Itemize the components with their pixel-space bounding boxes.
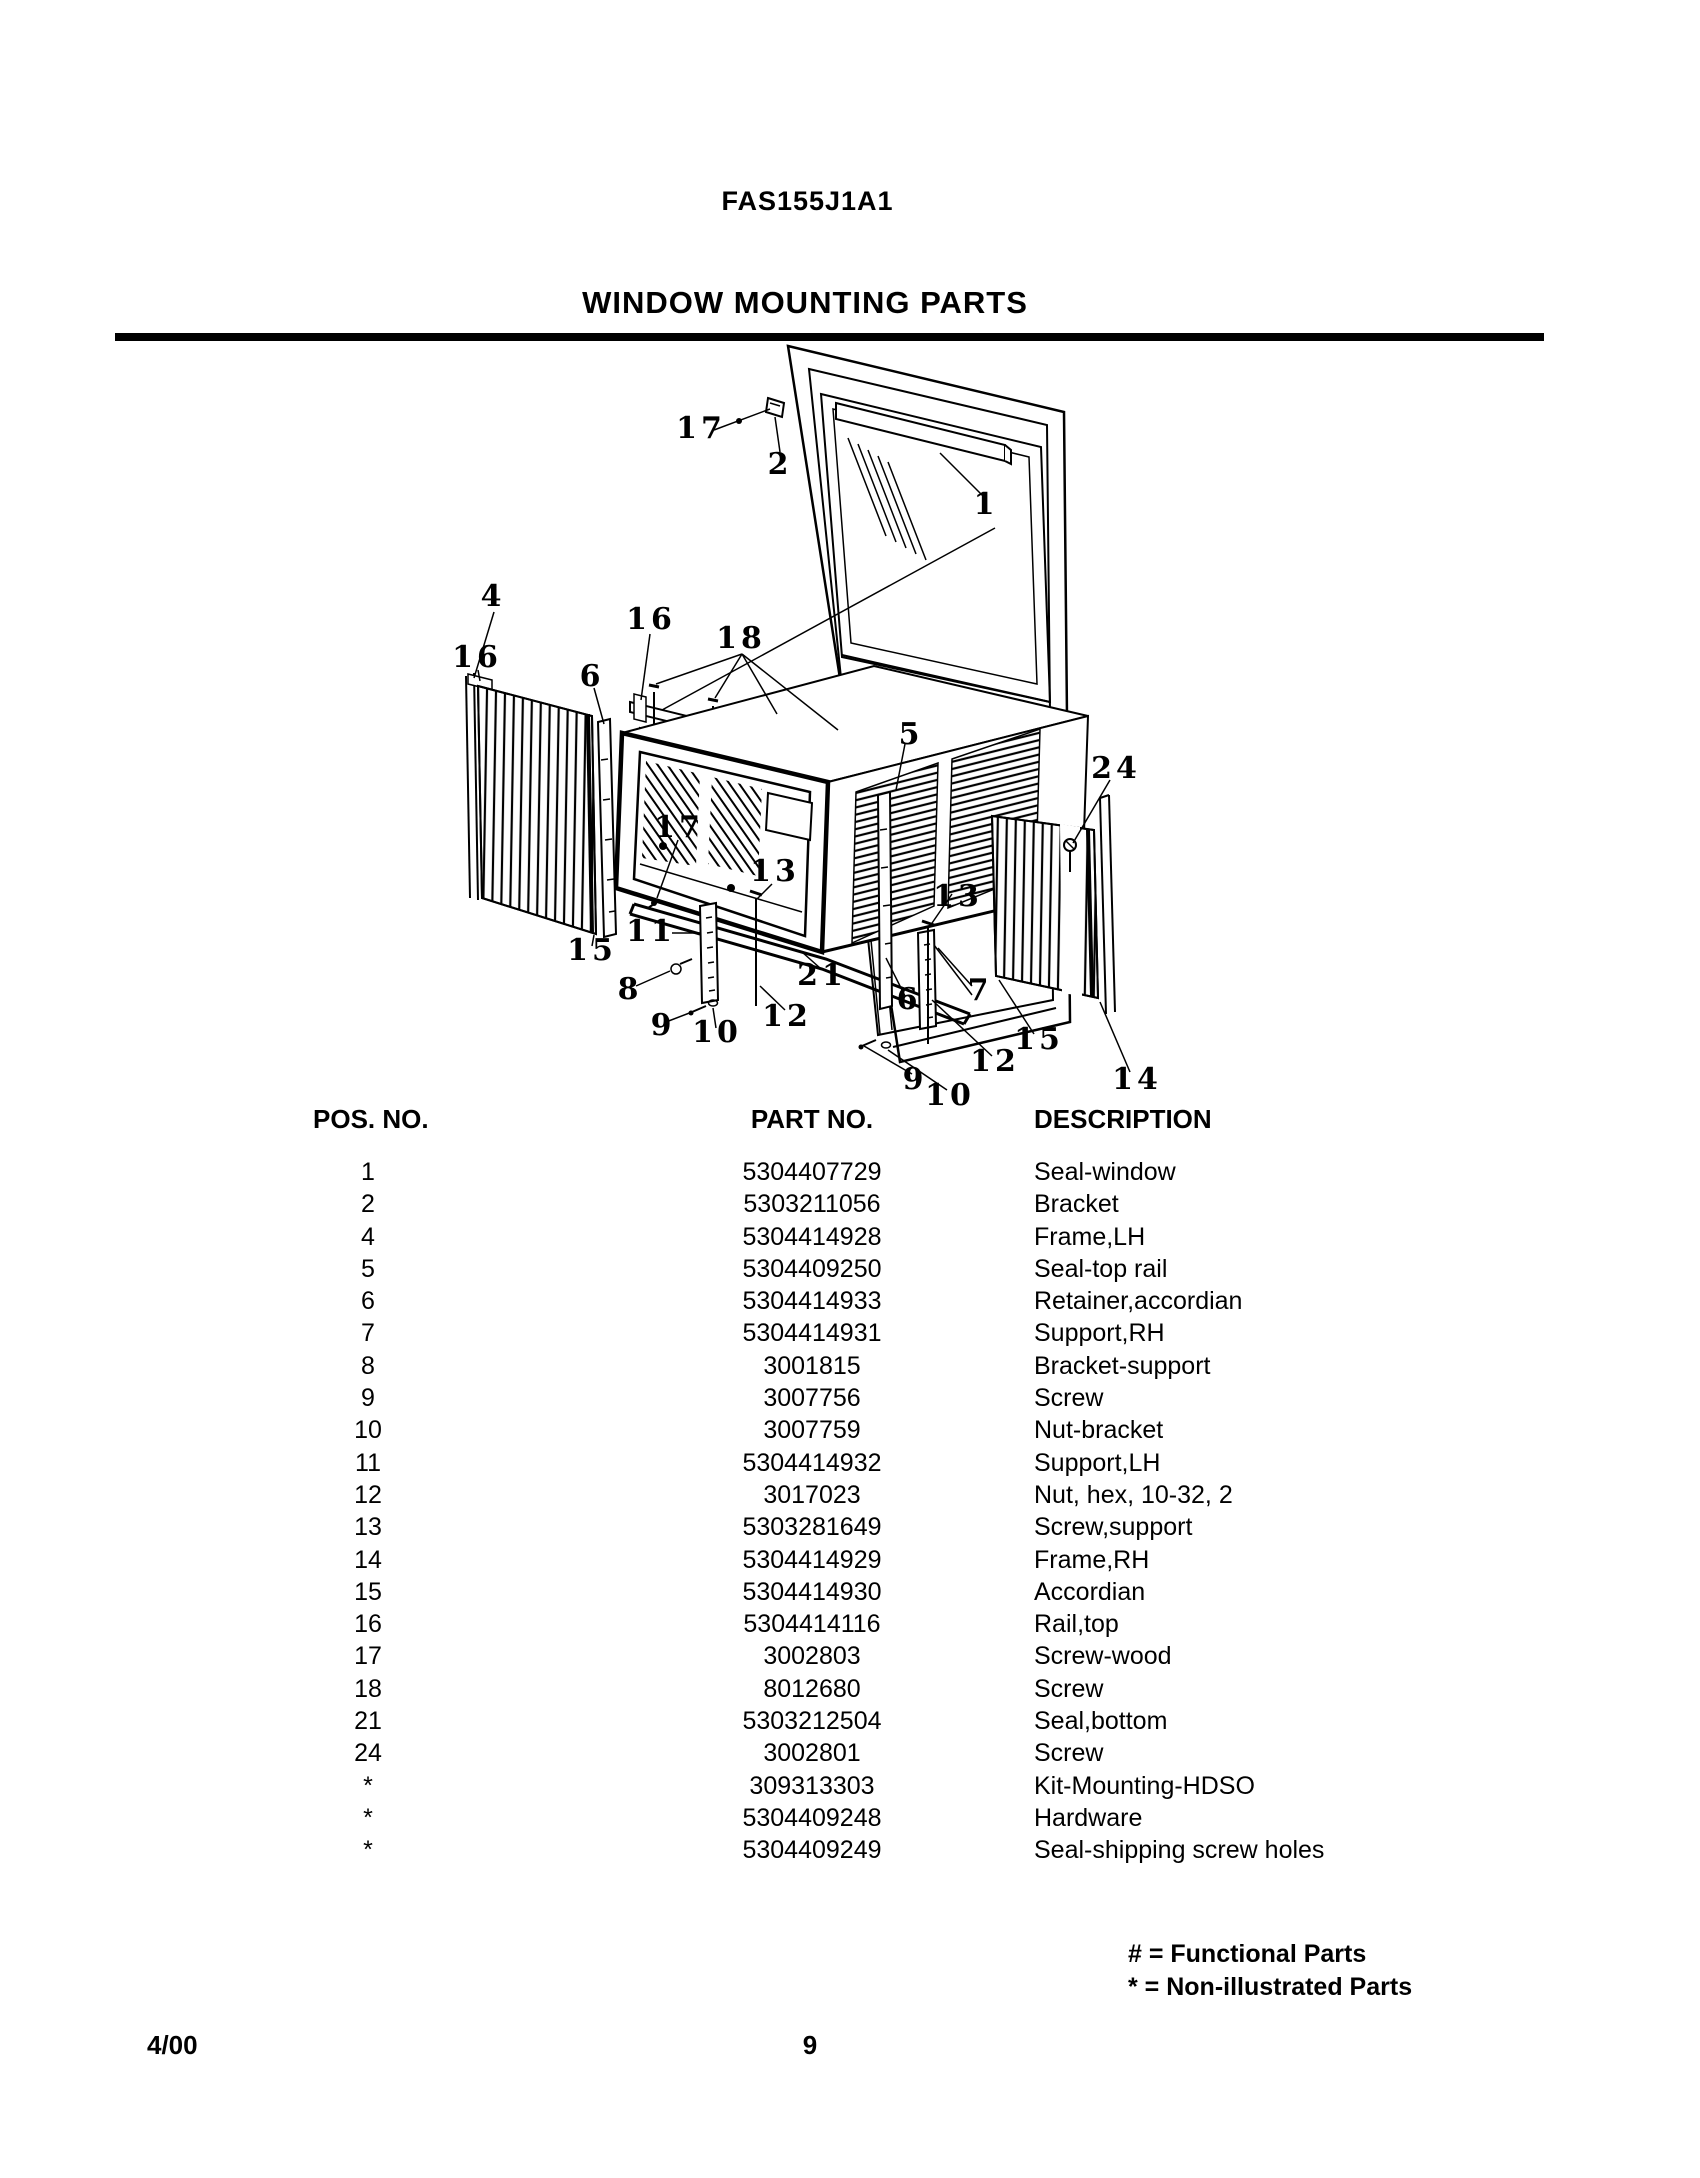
description-cell: Frame,LH <box>1034 1222 1146 1251</box>
table-row <box>0 1220 1700 1252</box>
part-no-cell: 5304407729 <box>742 1158 882 1186</box>
description-cell: Seal-top rail <box>1034 1254 1168 1283</box>
bracket-part2 <box>766 398 784 417</box>
callout-6-right: 6 <box>896 982 922 1017</box>
callout-17-mid: 17 <box>654 810 704 845</box>
pos-no-cell: 16 <box>354 1610 382 1639</box>
legend-functional-parts: # = Functional Parts <box>1128 1940 1367 1968</box>
callout-21: 21 <box>797 958 847 993</box>
pos-no-cell: 2 <box>361 1190 375 1219</box>
table-row <box>0 1607 1700 1639</box>
table-row <box>0 1801 1700 1833</box>
callout-12-right: 12 <box>970 1044 1020 1079</box>
callout-15-left: 15 <box>567 933 617 968</box>
description-cell: Rail,top <box>1034 1610 1119 1639</box>
header-pos-no: POS. NO. <box>313 1104 429 1134</box>
pos-no-cell: 24 <box>354 1739 382 1768</box>
header-part-no: PART NO. <box>750 1104 874 1134</box>
table-row <box>0 1769 1700 1801</box>
description-cell: Bracket-support <box>1034 1351 1211 1380</box>
table-row <box>0 1543 1700 1575</box>
pos-no-cell: 10 <box>354 1416 382 1445</box>
callout-16-mid: 16 <box>626 602 676 637</box>
pos-no-cell: 14 <box>354 1545 382 1574</box>
part-no-cell: 5304414932 <box>742 1448 882 1477</box>
callout-2: 2 <box>767 447 793 482</box>
page-number: 9 <box>802 2030 818 2060</box>
callout-1: 1 <box>973 487 999 522</box>
pos-no-cell: * <box>363 1771 373 1800</box>
pos-no-cell: 9 <box>361 1384 375 1413</box>
table-row <box>0 1284 1700 1316</box>
screw-wood-17 <box>648 900 660 908</box>
table-row <box>0 1736 1700 1768</box>
description-cell: Seal-shipping screw holes <box>1034 1836 1325 1865</box>
part-no-cell: 5304409250 <box>742 1254 882 1283</box>
callout-13-right: 13 <box>933 879 983 914</box>
pos-no-cell: 1 <box>361 1158 375 1186</box>
callout-4: 4 <box>480 579 506 614</box>
legend-non-illustrated-parts: * = Non-illustrated Parts <box>1128 1973 1413 2001</box>
part-no-cell: 5303212504 <box>742 1707 882 1736</box>
description-cell: Nut, hex, 10-32, 2 <box>1034 1480 1233 1509</box>
table-row <box>0 1381 1700 1413</box>
callout-7: 7 <box>967 973 993 1008</box>
table-row <box>0 1639 1700 1671</box>
part-no-cell: 5303211056 <box>743 1190 881 1219</box>
callout-9-right: 9 <box>902 1062 928 1097</box>
part-no-cell: 3001815 <box>763 1351 861 1380</box>
callout-9-left: 9 <box>650 1008 676 1043</box>
pos-no-cell: 13 <box>354 1513 382 1542</box>
part-no-cell: 5304414929 <box>742 1545 882 1574</box>
revision-date: 4/00 <box>147 2030 198 2060</box>
table-row <box>0 1187 1700 1219</box>
pos-no-cell: 12 <box>354 1480 382 1509</box>
description-cell: Screw-wood <box>1034 1642 1172 1671</box>
table-row <box>0 1316 1700 1348</box>
pos-no-cell: 7 <box>361 1319 375 1348</box>
callout-17-top: 17 <box>676 411 726 446</box>
part-no-cell: 5304409248 <box>742 1803 882 1832</box>
part-no-cell: 309313303 <box>749 1771 875 1800</box>
callout-18: 18 <box>716 621 766 656</box>
page-title: WINDOW MOUNTING PARTS <box>582 285 1028 320</box>
description-cell: Retainer,accordian <box>1034 1287 1243 1316</box>
description-cell: Screw <box>1034 1739 1104 1768</box>
table-row <box>0 1672 1700 1704</box>
description-cell: Hardware <box>1034 1803 1143 1832</box>
part-no-cell: 5303281649 <box>742 1513 882 1542</box>
pos-no-cell: 17 <box>354 1642 382 1671</box>
table-row <box>0 1446 1700 1478</box>
table-row <box>0 1413 1700 1445</box>
part-no-cell: 3002803 <box>763 1642 861 1671</box>
callout-15-right: 15 <box>1014 1022 1064 1057</box>
left-accordion-panel <box>466 673 596 934</box>
description-cell: Screw <box>1034 1384 1104 1413</box>
bracket-support-8 <box>671 959 692 974</box>
legend <box>1128 1938 1412 2004</box>
description-cell: Seal,bottom <box>1034 1707 1168 1736</box>
part-no-cell: 3017023 <box>763 1480 861 1509</box>
description-cell: Bracket <box>1034 1190 1119 1219</box>
description-cell: Support,RH <box>1034 1319 1165 1348</box>
pos-no-cell: 21 <box>354 1707 382 1736</box>
part-no-cell: 3007759 <box>763 1416 861 1445</box>
nut-10-right <box>882 1042 891 1048</box>
description-cell: Screw,support <box>1034 1513 1193 1542</box>
callout-14: 14 <box>1112 1062 1162 1097</box>
description-cell: Frame,RH <box>1034 1545 1150 1574</box>
description-cell: Seal-window <box>1034 1158 1176 1186</box>
part-no-cell: 5304414116 <box>743 1610 881 1639</box>
description-cell: Screw <box>1034 1674 1104 1703</box>
callout-13-left: 13 <box>750 854 800 889</box>
table-row <box>0 1575 1700 1607</box>
part-no-cell: 5304414933 <box>742 1287 882 1316</box>
model-number: FAS155J1A1 <box>721 186 894 216</box>
parts-table <box>0 1155 1700 1866</box>
pos-no-cell: 8 <box>361 1351 375 1380</box>
callout-10-right: 10 <box>925 1078 975 1113</box>
callout-8: 8 <box>617 972 643 1007</box>
pos-no-cell: 11 <box>355 1448 381 1477</box>
description-cell: Kit-Mounting-HDSO <box>1034 1771 1255 1800</box>
table-row <box>0 1833 1700 1865</box>
pos-no-cell: * <box>363 1803 373 1832</box>
callout-10-left: 10 <box>692 1015 742 1050</box>
part-no-cell: 5304414931 <box>742 1319 882 1348</box>
part-no-cell: 5304414930 <box>742 1577 882 1606</box>
description-cell: Accordian <box>1034 1577 1146 1606</box>
part-no-cell: 3002801 <box>763 1739 861 1768</box>
table-row <box>0 1252 1700 1284</box>
part-no-cell: 5304409249 <box>742 1836 882 1865</box>
table-row <box>0 1478 1700 1510</box>
parts-table-header <box>0 1104 1700 1138</box>
callout-24: 24 <box>1091 751 1141 786</box>
table-row <box>0 1155 1700 1187</box>
description-cell: Nut-bracket <box>1034 1416 1164 1445</box>
pos-no-cell: 15 <box>354 1577 382 1606</box>
callout-16-left: 16 <box>452 640 502 675</box>
table-row <box>0 1349 1700 1381</box>
pos-no-cell: 4 <box>361 1222 375 1251</box>
table-row <box>0 1510 1700 1542</box>
callout-11: 11 <box>626 914 676 949</box>
callout-5: 5 <box>898 717 924 752</box>
pos-no-cell: 6 <box>361 1287 375 1316</box>
callout-12-left: 12 <box>762 999 812 1034</box>
callout-6-left: 6 <box>579 659 605 694</box>
description-cell: Support,LH <box>1034 1448 1161 1477</box>
pos-no-cell: 5 <box>361 1254 375 1283</box>
part-no-cell: 5304414928 <box>742 1222 882 1251</box>
part-no-cell: 8012680 <box>763 1674 861 1703</box>
part-no-cell: 3007756 <box>763 1384 861 1413</box>
table-row <box>0 1704 1700 1736</box>
pos-no-cell: 18 <box>354 1674 382 1703</box>
header-description: DESCRIPTION <box>1034 1104 1212 1134</box>
pos-no-cell: * <box>363 1836 373 1865</box>
